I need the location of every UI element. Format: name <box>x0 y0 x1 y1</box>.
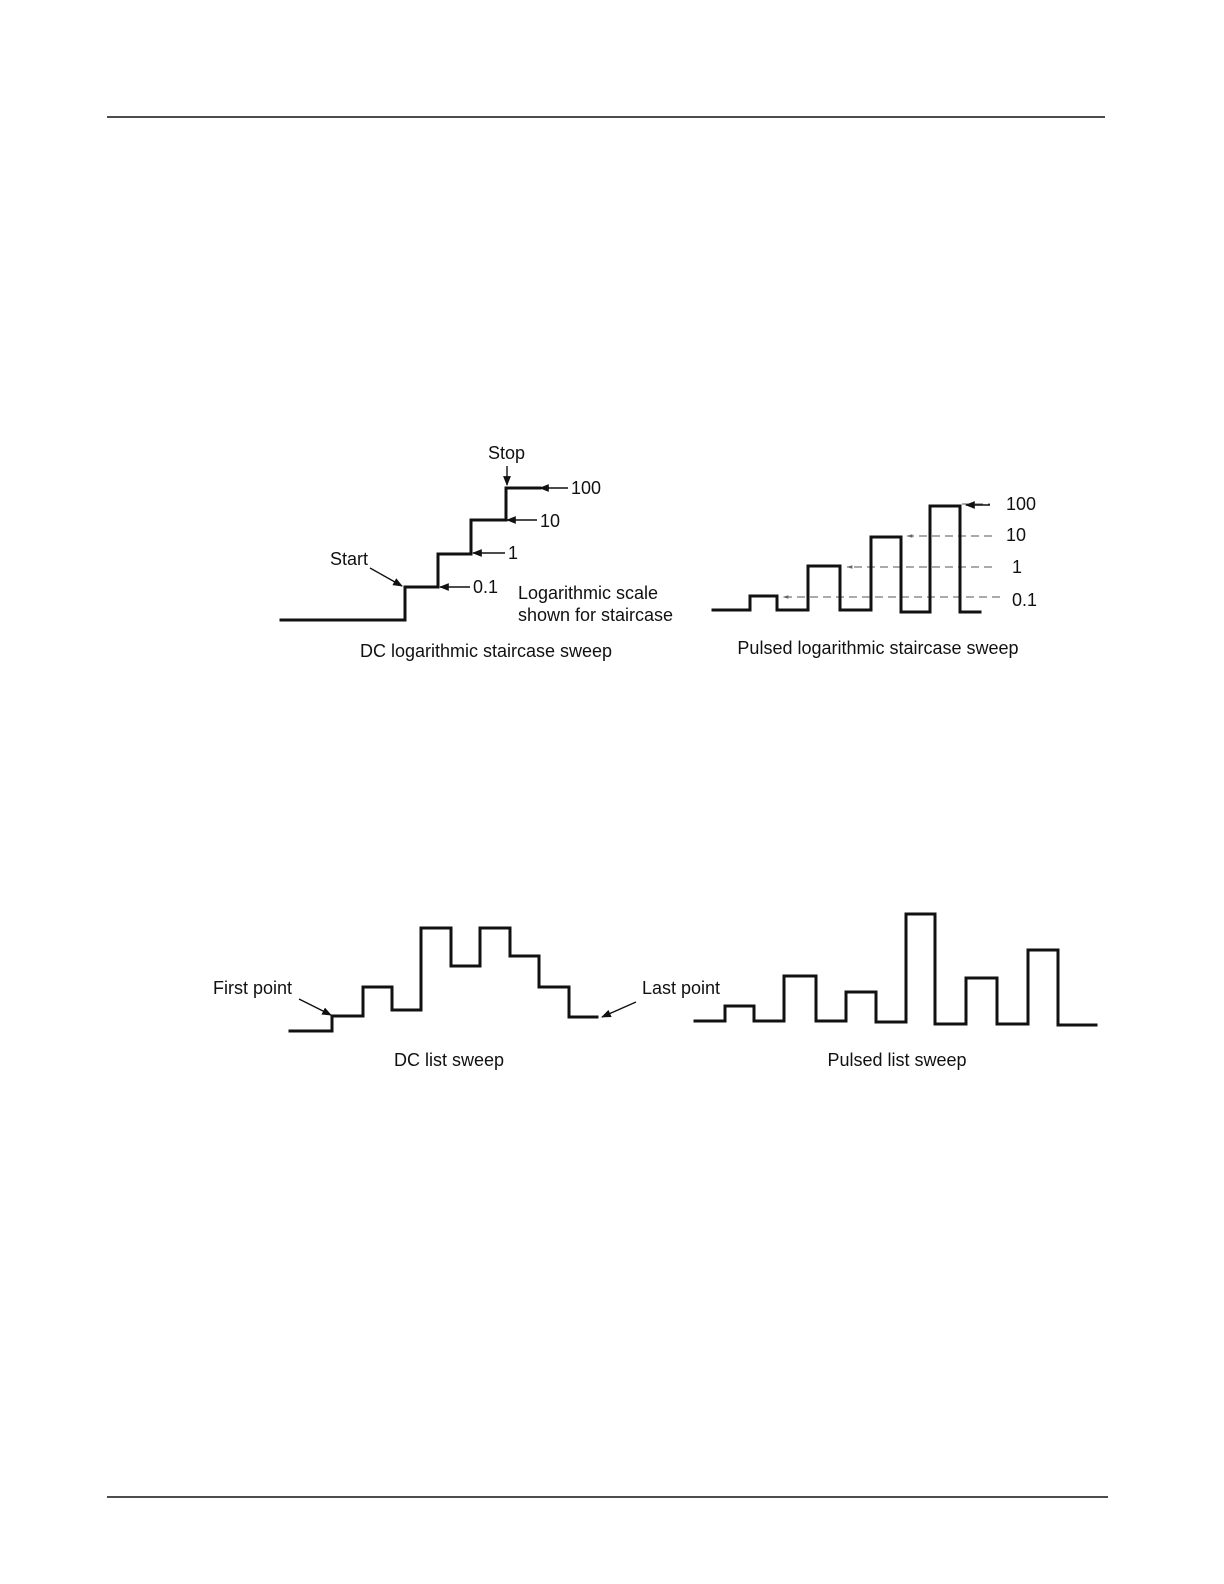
dc-log-start-label: Start <box>330 549 369 569</box>
pulsed-list-diagram <box>695 914 1096 1070</box>
pulsed-log-level-1: 1 <box>1012 557 1023 577</box>
pulsed-log-caption: Pulsed logarithmic staircase sweep <box>737 638 1019 658</box>
pulsed-log-level-0-1: 0.1 <box>1012 590 1038 610</box>
pulsed-list-waveform <box>695 914 1096 1025</box>
dc-list-caption: DC list sweep <box>393 1050 505 1070</box>
dc-list-waveform <box>290 928 597 1031</box>
dc-log-staircase-diagram <box>281 443 673 661</box>
dc-log-staircase-waveform <box>281 488 540 620</box>
dc-list-last-point-label: Last point <box>642 978 721 998</box>
dc-log-note-line1: Logarithmic scale <box>518 583 659 603</box>
pulsed-log-staircase-waveform <box>713 506 980 612</box>
dc-log-level-0-1: 0.1 <box>473 577 499 597</box>
dc-list-first-point-arrow <box>299 999 331 1015</box>
dc-list-first-point-label: First point <box>213 978 293 998</box>
dc-log-stop-label: Stop <box>488 443 526 463</box>
dc-log-note-line2: shown for staircase <box>518 605 674 625</box>
pulsed-log-staircase-diagram <box>713 494 1037 658</box>
dc-log-level-1: 1 <box>508 543 519 563</box>
pulsed-list-caption: Pulsed list sweep <box>827 1050 967 1070</box>
dc-log-start-arrow <box>370 568 402 586</box>
pulsed-log-level-10: 10 <box>1006 525 1027 545</box>
dc-log-level-10: 10 <box>540 511 561 531</box>
dc-list-diagram <box>213 928 720 1070</box>
pulsed-log-level-100: 100 <box>1006 494 1037 514</box>
dc-log-level-100: 100 <box>571 478 602 498</box>
dc-list-last-point-arrow <box>602 1002 636 1017</box>
dc-log-caption: DC logarithmic staircase sweep <box>359 641 613 661</box>
